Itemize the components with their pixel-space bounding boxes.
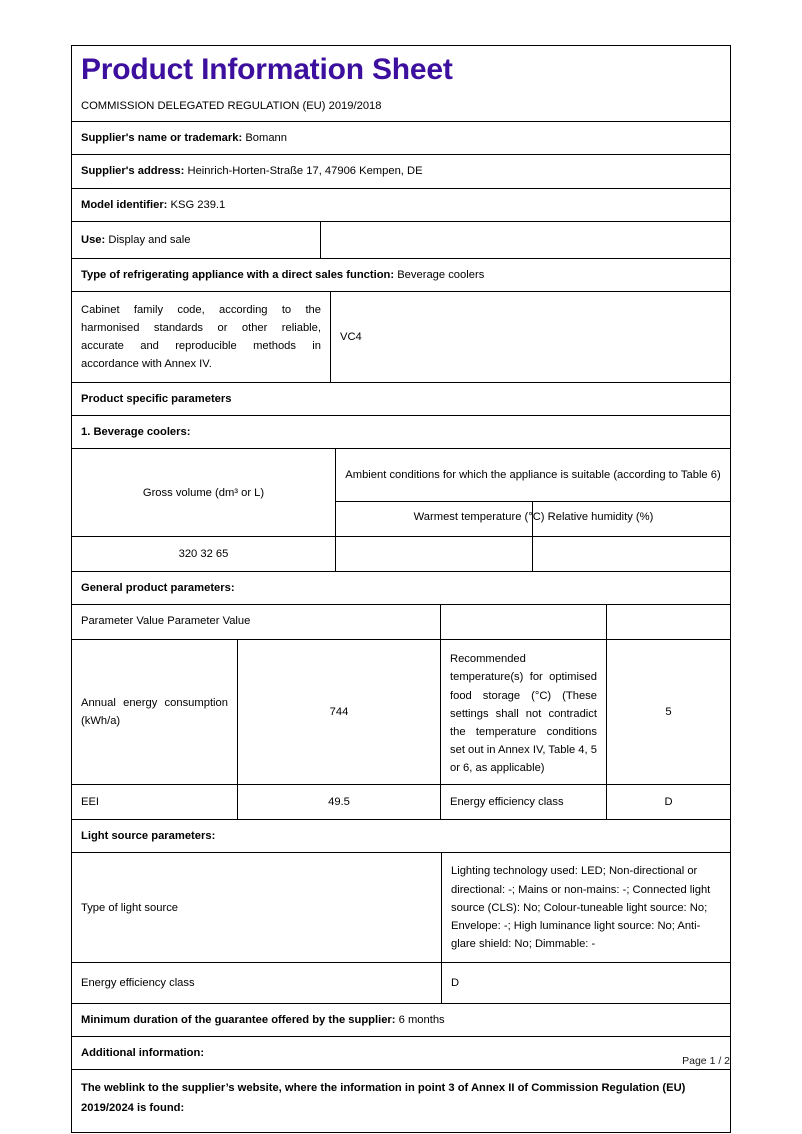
table-row [72, 122, 731, 155]
table-row [72, 853, 731, 963]
appliance-type-table [71, 258, 731, 292]
use-label: Use: [81, 233, 106, 246]
table-row [72, 605, 731, 640]
weblink-label: The weblink to the supplier’s website, where the information in point 3 of Annex II of Commission Regulation (EU) 2019/2024 is found: [81, 1082, 686, 1115]
supplier-name-cell [72, 122, 731, 155]
section-product-specific-parameters [72, 382, 731, 415]
page-number: Page 1 / 2 [682, 1055, 730, 1067]
supplier-table [71, 121, 731, 221]
appliance-type-value: Beverage coolers [397, 268, 485, 281]
page-title: Product Information Sheet [81, 53, 453, 86]
light-section-table [71, 819, 731, 853]
general-parameters-header-value2 [607, 605, 731, 640]
warmest-temperature-header [336, 502, 654, 537]
table-row [72, 572, 731, 605]
table-row [72, 1037, 731, 1070]
cabinet-family-label: Cabinet family code, according to the harmonised standards or other reliable, accurate and reproducible methods in accordance with Annex IV. [72, 291, 331, 382]
recommended-temperature-label: Recommended temperature(s) for optimised food storage (°C) (These settings shall not contradict the temperature conditions set out in Annex IV, Table 4, 5 or 6, as applicable) [441, 640, 607, 785]
annual-energy-consumption-label: Annual energy consumption (kWh/a) [72, 640, 238, 785]
relative-humidity-header [533, 502, 731, 537]
section-beverage-coolers [72, 415, 731, 448]
table-row [72, 382, 731, 415]
light-energy-class-label: Energy efficiency class [72, 963, 442, 1004]
table-row [72, 1004, 731, 1037]
table-row [72, 221, 731, 258]
supplier-address-label: Supplier's address: [81, 165, 185, 178]
use-value: Display and sale [108, 233, 191, 246]
cabinet-family-table [71, 291, 731, 383]
table-row [72, 155, 731, 188]
supplier-address-cell [72, 155, 731, 188]
table-row [72, 415, 731, 448]
table-row [72, 291, 731, 382]
guarantee-label: Minimum duration of the guarantee offered by the supplier: [81, 1014, 396, 1027]
section-general-product-parameters [72, 572, 731, 605]
supplier-address-value: Heinrich-Horten-Straße 17, 47906 Kempen, DE [187, 165, 423, 178]
general-parameters-header-text: Parameter Value Parameter Value [81, 615, 251, 628]
model-identifier-value: KSG 239.1 [170, 198, 226, 211]
additional-information-label: Additional information: [81, 1047, 205, 1060]
section-light-source-parameters [72, 820, 731, 853]
appliance-type-cell [72, 258, 731, 291]
ambient-subheader-combined: Warmest temperature (°C) Relative humidity (%) [413, 511, 654, 524]
table-row [72, 785, 731, 820]
light-source-table [71, 852, 731, 1004]
supplier-name-label: Supplier's name or trademark: [81, 132, 243, 145]
regulation-subtitle: COMMISSION DELEGATED REGULATION (EU) 2019/2018 [81, 99, 382, 112]
section-label: General product parameters: [81, 582, 235, 595]
table-row [72, 1070, 731, 1133]
product-information-sheet [71, 45, 730, 1133]
product-specific-table [71, 382, 731, 449]
model-identifier-label: Model identifier: [81, 198, 168, 211]
general-parameters-header-left [72, 605, 441, 640]
section-label: 1. Beverage coolers: [81, 425, 191, 438]
light-energy-class-value: D [442, 963, 731, 1004]
table-row [72, 258, 731, 291]
use-cell [72, 221, 321, 258]
warmest-temperature-value [336, 537, 533, 572]
table-row [72, 449, 731, 502]
table-row [72, 537, 731, 572]
recommended-temperature-value: 5 [607, 640, 731, 785]
energy-efficiency-class-label: Energy efficiency class [441, 785, 607, 820]
type-of-light-source-value: Lighting technology used: LED; Non-directional or directional: -; Mains or non-mains: -; Connected light source (CLS): No; Colour-tuneable light source: No; Envelope: -; High luminance light source: No; Anti-glare shield: No; Dimmable: - [442, 853, 731, 963]
general-parameters-header-parameter2 [441, 605, 607, 640]
table-row [72, 188, 731, 221]
cabinet-family-value: VC4 [331, 291, 731, 382]
document-header-cell [72, 46, 731, 122]
beverage-coolers-table [71, 448, 731, 572]
section-label: Product specific parameters [81, 392, 232, 405]
relative-humidity-value [533, 537, 731, 572]
footer-rows-table [71, 1003, 731, 1133]
additional-information-cell [72, 1037, 731, 1070]
weblink-cell [72, 1070, 731, 1133]
energy-efficiency-class-value: D [607, 785, 731, 820]
type-of-light-source-label: Type of light source [72, 853, 442, 963]
guarantee-cell [72, 1004, 731, 1037]
ambient-conditions-header: Ambient conditions for which the appliance is suitable (according to Table 6) [336, 449, 731, 502]
appliance-type-label: Type of refrigerating appliance with a direct sales function: [81, 268, 395, 281]
annual-energy-consumption-value: 744 [238, 640, 441, 785]
table-row [72, 963, 731, 1004]
section-label: Light source parameters: [81, 830, 216, 843]
gross-volume-label: Gross volume (dm³ or L) [72, 449, 336, 537]
supplier-name-value: Bomann [245, 132, 287, 145]
general-parameters-table [71, 604, 731, 820]
use-extra-cell [321, 221, 731, 258]
model-identifier-cell [72, 188, 731, 221]
table-row [72, 820, 731, 853]
eei-label: EEI [72, 785, 238, 820]
table-row [72, 640, 731, 785]
guarantee-value: 6 months [398, 1014, 445, 1027]
general-section-table [71, 571, 731, 605]
eei-value: 49.5 [238, 785, 441, 820]
use-table [71, 221, 731, 259]
table-row [72, 46, 731, 122]
header-table [71, 45, 731, 122]
gross-volume-value: 320 32 65 [72, 537, 336, 572]
